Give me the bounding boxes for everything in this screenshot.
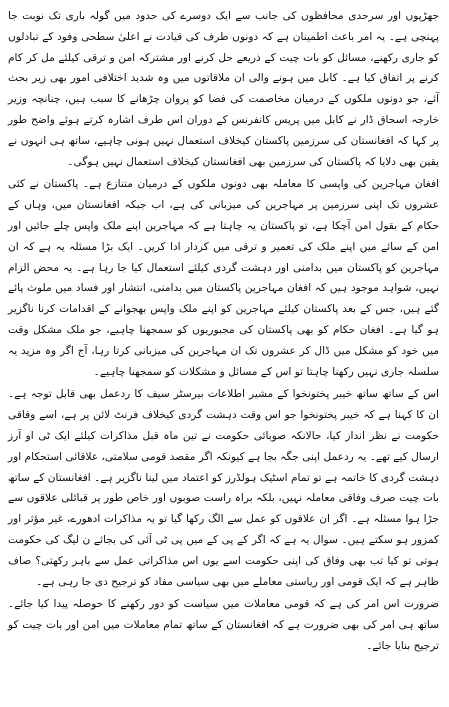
article-paragraph-1: جھڑپوں اور سرحدی محافظوں کی جانب سے ایک دوسرے کی حدود میں گولہ باری تک نوبت جا پہنچی ہے۔ یہ امر باعث اطمینان ہے کہ دونوں طرف کی قیادت نے اعلیٰ سطحی وفود کے تبادلوں کو جاری رکھنے، مسائل کو بات چیت کے ذریعے حل کرنے اور مشترکہ امن و ترقی کیلئے مل کر کام کرنے پر اتفاق کیا ہے۔ کابل میں ہونے والی ان ملاقاتوں میں وہ شدید اختلافی امور بھی زیر بحث آئے، جو دونوں ملکوں کے درمیان مخاصمت کی فضا کو پروان چڑھانے کا سبب ہیں، چنانچہ وزیر خارجہ اسحاق ڈار نے کابل میں پریس کانفرنس کے دوران اس طرف اشارہ کرتے ہوئے واضح طور پر کہا کہ افغانستان کی سرزمین پاکستان کیخلاف استعمال نہیں ہونی چاہیے، ساتھ ہی انہوں نے یقین بھی دلایا کہ پاکستان کی سرزمین بھی افغانستان کیخلاف استعمال نہیں ہوگی۔ [8,10,439,168]
article-paragraph-4: ضرورت اس امر کی ہے کہ قومی معاملات میں سیاست کو دور رکھنے کا حوصلہ پیدا کیا جائے۔ ساتھ ہی امر کی بھی ضرورت ہے کہ افغانستان کے ساتھ تمام معاملات میں امن اور بات چیت کو ترجیح بنایا جائے۔ [8,598,439,652]
article-paragraph-3: اس کے ساتھ ساتھ خیبر پختونخوا کے مشیر اطلاعات بیرسٹر سیف کا ردعمل بھی قابل توجہ ہے۔ ان کا کہنا ہے کہ خیبر پختونخوا جو اس وقت دہشت گردی کیخلاف فرنٹ لائن پر ہے، اسے وفاقی حکومت نے نظر انداز کیا، حالانکہ صوبائی حکومت نے تین ماہ قبل مذاکرات کیلئے ایک ٹی او آرز ارسال کیے تھے۔ یہ ردعمل اپنی جگہ بجا ہے کیونکہ اگر مقصد قومی سلامتی، علاقائی استحکام اور دہشت گردی کا خاتمہ ہے تو تمام اسٹیک ہولڈرز کو اعتماد میں لینا ناگزیر ہے۔ افغانستان کے ساتھ بات چیت صرف وفاقی معاملہ نہیں، بلکہ براہ راست صوبوں اور خاص طور پر قبائلی علاقوں سے جڑا ہوا مسئلہ ہے۔ اگر ان علاقوں کو عمل سے الگ رکھا گیا تو یہ مذاکرات ادھورے، غیر مؤثر اور کمزور ہو سکتے ہیں۔ سوال یہ ہے کہ اگر کے پی کے میں پی ٹی آئی کی بجائے ن لیگ کی حکومت ہوتی تو کیا تب بھی وفاق کی اپنی حکومت اسے یوں اس مذاکراتی عمل سے باہر رکھتی؟ صاف ظاہر ہے کہ ایک قومی اور ریاستی معاملے میں بھی سیاسی مفاد کو ترجیح دی جا رہی ہے۔ [8,388,439,588]
article-paragraph-2: افغان مہاجرین کی واپسی کا معاملہ بھی دونوں ملکوں کے درمیان متنازع ہے۔ پاکستان نے کئی عشروں تک اپنی سرزمین پر مہاجرین کی میزبانی کی ہے، اب جبکہ افغانستان میں، وہاں کے حکام کے بقول امن آچکا ہے، تو پاکستان یہ چاہتا ہے کہ مہاجرین اپنے ملک واپس چلے جائیں اور امن کے سائے میں اپنے ملک کی تعمیر و ترقی میں کردار ادا کریں۔ ایک بڑا مسئلہ یہ ہے کہ ان مہاجرین کو پاکستان میں بدامنی اور دہشت گردی کیلئے استعمال کیا جا رہا ہے۔ یہ محض الزام نہیں، شواہد موجود ہیں کہ افغان مہاجرین پاکستان میں بدامنی، انتشار اور فساد میں ملوث پائے گئے ہیں، جس کے بعد پاکستان کیلئے مہاجرین کو اپنے ملک واپس بھجوانے کے اقدامات کرنا ناگزیر ہو گیا ہے۔ افغان حکام کو بھی پاکستان کی مجبوریوں کو سمجھنا چاہیے، جو ملک مشکل وقت میں خود کو مشکل میں ڈال کر عشروں تک ان مہاجرین کی میزبانی کرتا رہا، آج اگر وہ مزید یہ سلسلہ جاری نہیں رکھنا چاہتا تو اس کے مسائل و مشکلات کو سمجھنا چاہیے۔ [8,178,439,378]
